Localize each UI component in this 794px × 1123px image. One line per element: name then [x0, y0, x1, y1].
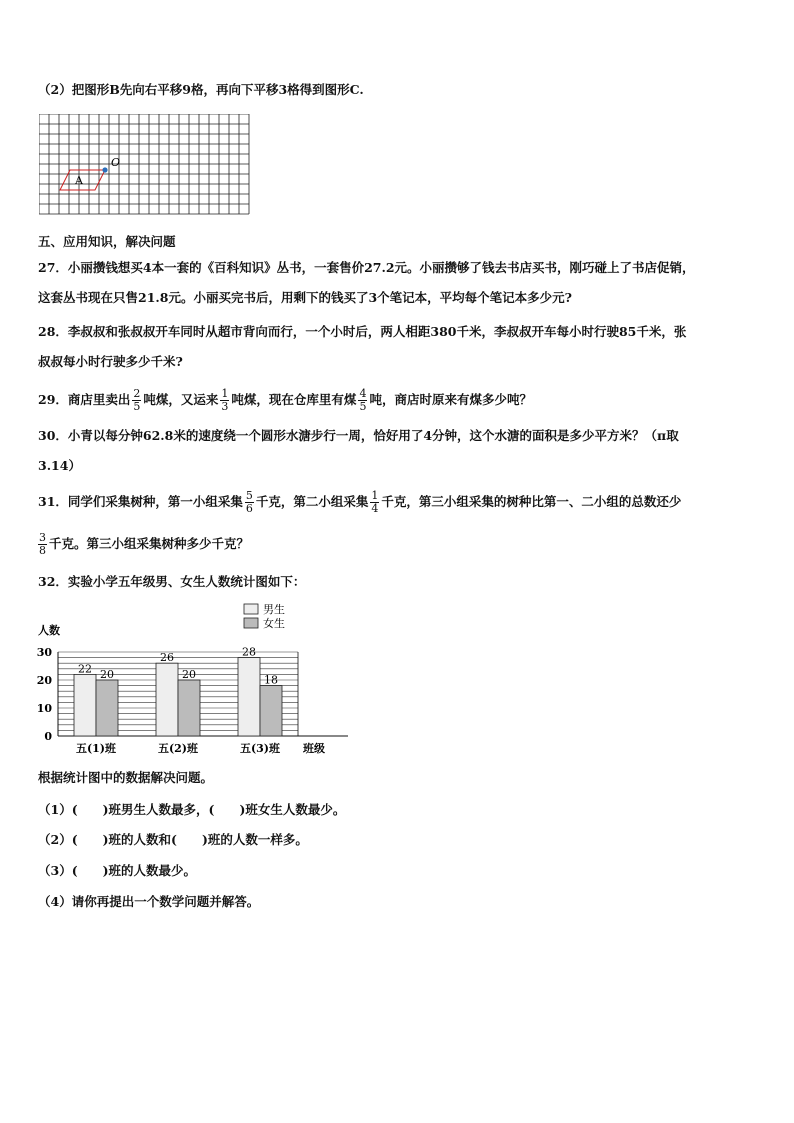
legend-swatch — [244, 604, 258, 614]
q29-part3: 吨煤，现在仓库里有煤 — [231, 392, 357, 407]
bar-girls — [96, 680, 118, 736]
bar-girls — [260, 686, 282, 736]
translation-grid — [39, 114, 255, 224]
q28-line1: 28．李叔叔和张叔叔开车同时从超市背向而行，一个小时后，两人相距380千米，李叔叔开车每小时行驶85千米，张 — [38, 324, 687, 339]
q32-sub3: （3）( )班的人数最少。 — [38, 863, 197, 878]
bar-value-label: 20 — [182, 668, 196, 681]
q29-part4: 吨，商店时原来有煤多少吨？ — [369, 392, 532, 407]
q29-line — [38, 388, 532, 413]
q-transform-text: （2）把图形B先向右平移9格，再向下平移3格得到图形C. — [38, 82, 364, 97]
bar-value-label: 22 — [78, 662, 92, 676]
y-tick-label: 0 — [44, 730, 52, 743]
x-tick-label: 五(3)班 — [239, 742, 281, 755]
q32-sub4: （4）请你再提出一个数学问题并解答。 — [38, 894, 260, 909]
y-tick-label: 10 — [36, 702, 52, 715]
bar-value-label: 18 — [264, 673, 278, 687]
q29-part1: 29．商店里卖出 — [38, 392, 131, 407]
bar-boys — [156, 663, 178, 736]
x-tick-label: 五(1)班 — [75, 742, 117, 755]
q31-line2 — [38, 532, 249, 557]
y-axis-label: 人数 — [38, 624, 60, 637]
x-axis-label: 班级 — [303, 742, 325, 755]
q32-intro: 根据统计图中的数据解决问题。 — [38, 770, 214, 785]
bar-value-label: 28 — [242, 645, 256, 659]
fraction-4-5: $\frac{4}{5}$ — [359, 387, 367, 413]
q32-sub2: （2）( )班的人数和( )班的人数一样多。 — [38, 832, 308, 847]
q30-line2: 3.14） — [38, 458, 81, 473]
x-tick-label: 五(2)班 — [157, 742, 199, 755]
bar-value-label: 20 — [100, 668, 114, 681]
point-o-label: O — [111, 156, 121, 169]
shape-a-label: A — [75, 174, 83, 187]
bar-chart — [30, 600, 360, 760]
bar-boys — [238, 658, 260, 736]
grid-lines — [39, 114, 249, 214]
point-o-marker — [102, 167, 107, 172]
fraction-2-5: $\frac{2}{5}$ — [133, 387, 141, 413]
q31-part4: 千克。第三小组采集树种多少千克？ — [49, 536, 250, 551]
bar-girls — [178, 680, 200, 736]
fraction-1-4: $\frac{1}{4}$ — [371, 489, 379, 515]
q27-line1: 27．小丽攒钱想买4本一套的《百科知识》丛书，一套售价27.2元。小丽攒够了钱去书店买书，刚巧碰上了书店促销， — [38, 260, 695, 275]
y-tick-label: 30 — [36, 646, 52, 659]
q30-line1: 30．小青以每分钟62.8米的速度绕一个圆形水溏步行一周，恰好用了4分钟，这个水溏的面积是多少平方米？（π取 — [38, 428, 679, 443]
q28-line2: 叔叔每小时行驶多少千米? — [38, 354, 183, 369]
q32-sub1: （1）( )班男生人数最多，( )班女生人数最少。 — [38, 802, 346, 817]
bar-boys — [74, 674, 96, 736]
q31-line1 — [38, 490, 681, 515]
section-title: 五、应用知识，解决问题 — [38, 234, 176, 249]
q31-part3: 千克，第三小组采集的树种比第一、二小组的总数还少 — [381, 494, 682, 509]
fraction-3-8: $\frac{3}{8}$ — [39, 531, 46, 557]
q31-part2: 千克，第二小组采集 — [255, 494, 369, 509]
q32-text: 32．实验小学五年级男、女生人数统计图如下： — [38, 574, 306, 589]
legend-label: 男生 — [263, 603, 285, 616]
bar-value-label: 26 — [160, 651, 174, 665]
q29-part2: 吨煤，又运来 — [143, 392, 219, 407]
fraction-5-6: $\frac{5}{6}$ — [245, 489, 253, 515]
legend-label: 女生 — [263, 617, 285, 630]
chart-legend — [244, 602, 285, 630]
q31-part1: 31．同学们采集树种，第一小组采集 — [38, 494, 243, 509]
fraction-1-3: $\frac{1}{3}$ — [221, 387, 229, 413]
q27-line2: 这套丛书现在只售21.8元。小丽买完书后，用剩下的钱买了3个笔记本，平均每个笔记本多少元? — [38, 290, 572, 305]
y-tick-label: 20 — [36, 674, 52, 687]
legend-swatch — [244, 618, 258, 628]
